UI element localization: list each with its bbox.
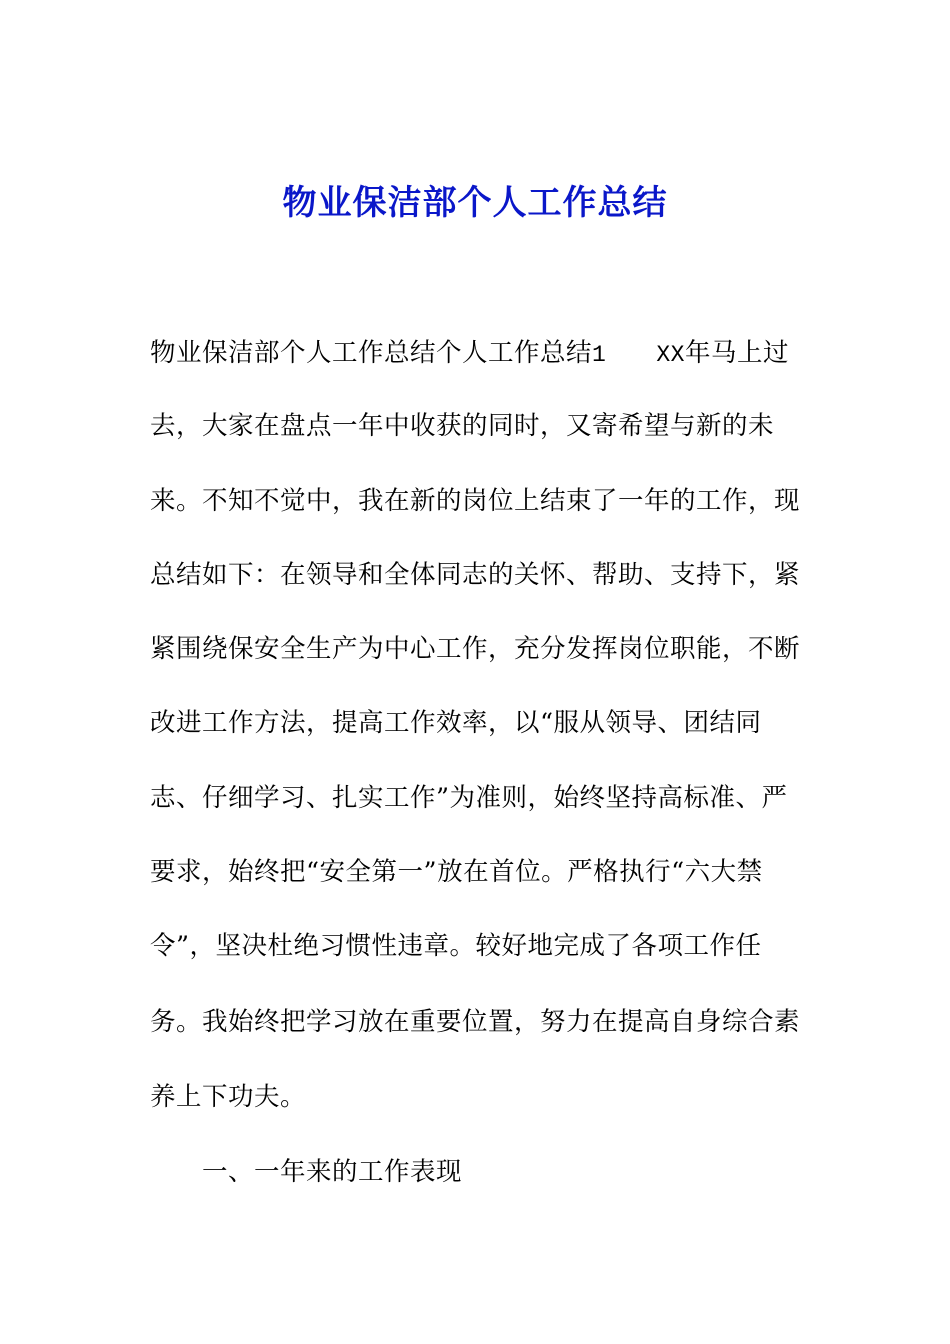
document-title: 物业保洁部个人工作总结	[282, 183, 668, 223]
section-heading: 一、一年来的工作表现	[202, 1157, 463, 1187]
paragraph-line-9: 令”，坚决杜绝习惯性违章。较好地完成了各项工作任	[150, 931, 762, 961]
paragraph-line-2: 去，大家在盘点一年中收获的同时，又寄希望与新的未	[150, 411, 775, 441]
line-1-text-b: 年马上过	[684, 338, 789, 368]
paragraph-line-8: 要求，始终把“安全第一”放在首位。严格执行“六大禁	[150, 857, 763, 887]
paragraph-line-3: 来。不知不觉中，我在新的岗位上结束了一年的工作，现	[150, 486, 801, 516]
line-1-year-placeholder: XX	[656, 342, 685, 368]
line-1-text-a: 物业保洁部个人工作总结个人工作总结	[150, 338, 593, 368]
paragraph-line-4: 总结如下：在领导和全体同志的关怀、帮助、支持下，紧	[150, 560, 801, 590]
paragraph-line-6: 改进工作方法，提高工作效率，以“服从领导、团结同	[150, 708, 762, 738]
paragraph-line-11: 养上下功夫。	[150, 1082, 307, 1112]
paragraph-line-1	[150, 333, 789, 373]
paragraph-line-10: 务。我始终把学习放在重要位置，努力在提高自身综合素	[150, 1007, 801, 1037]
paragraph-line-5: 紧围绕保安全生产为中心工作，充分发挥岗位职能，不断	[150, 634, 801, 664]
paragraph-line-7: 志、仔细学习、扎实工作”为准则，始终坚持高标准、严	[150, 783, 788, 813]
line-1-number: 1	[592, 342, 607, 368]
